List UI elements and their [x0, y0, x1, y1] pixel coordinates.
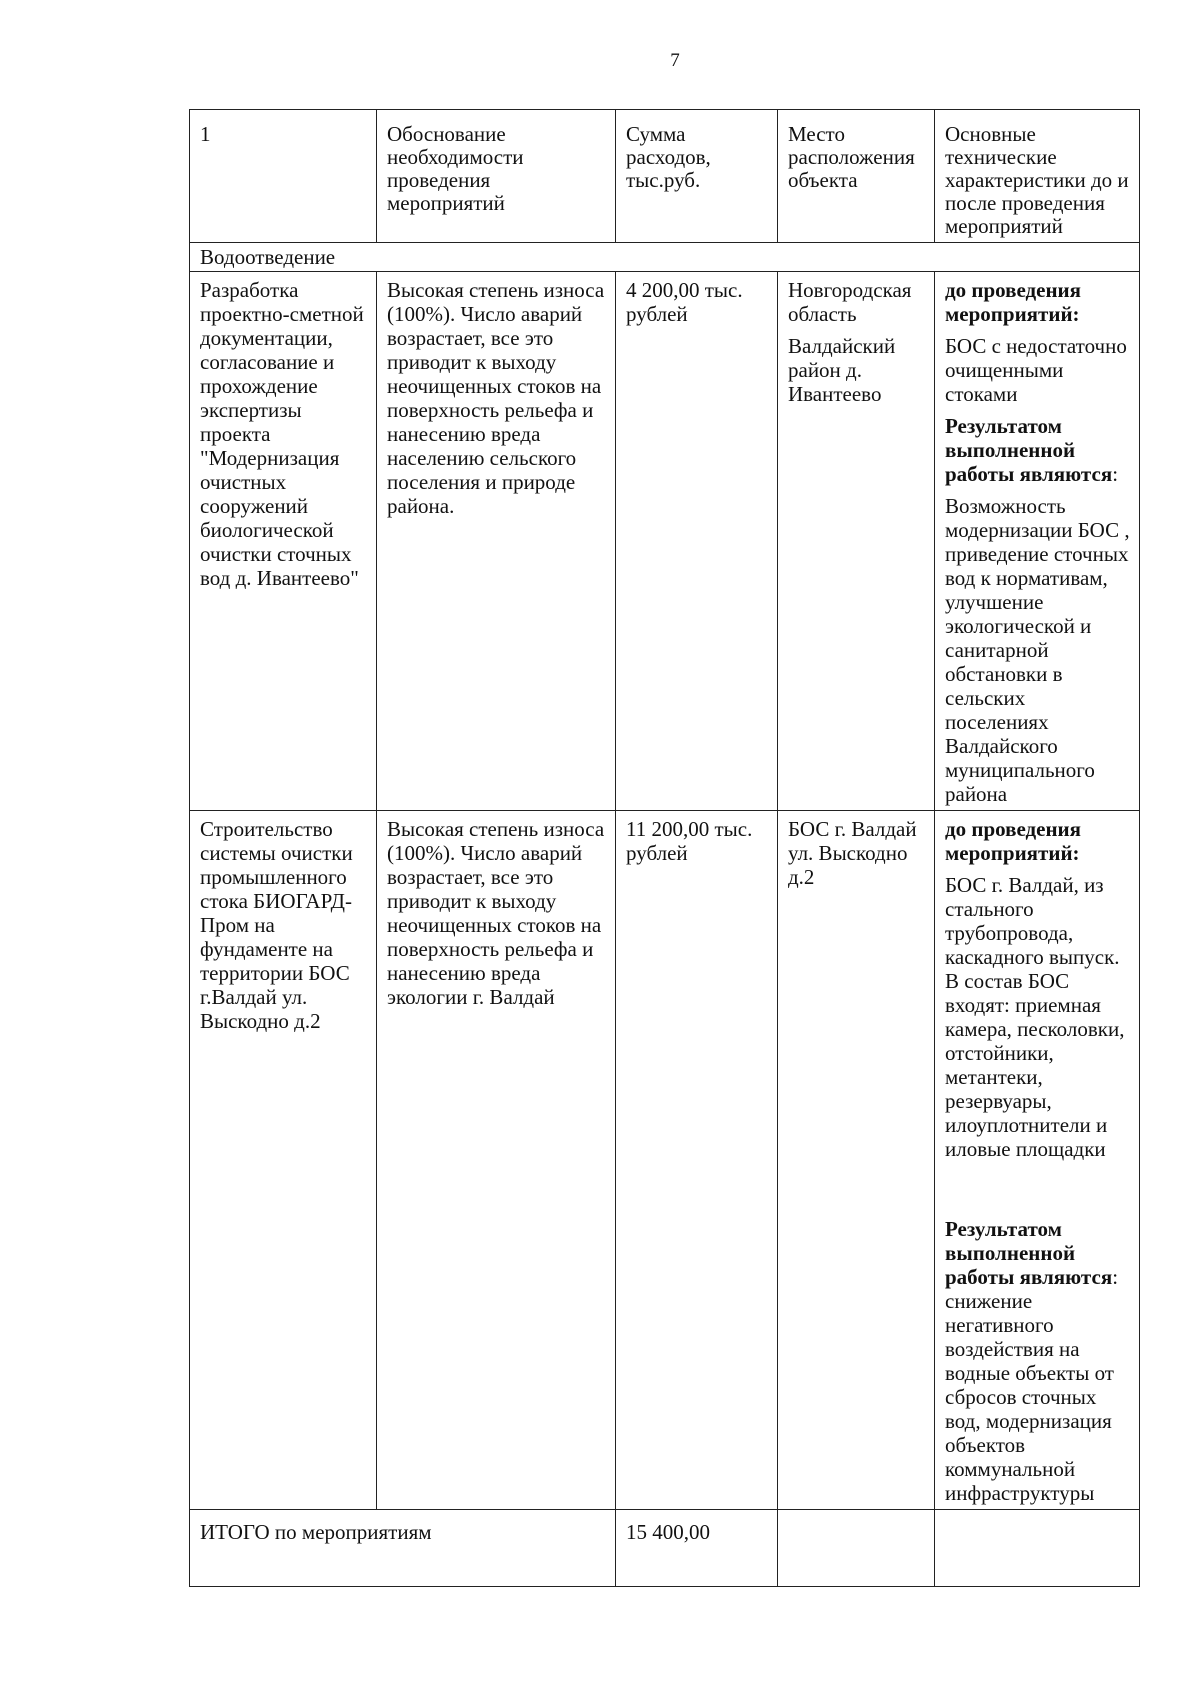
result-text: Возможность модернизации БОС , приведение сточных вод к нормативам, улучшение экологической и санитарной обстановки в сельских поселениях Валдайского муниципального района: [945, 494, 1130, 806]
result-block: [945, 414, 1131, 486]
total-empty-cell: [935, 1510, 1140, 1587]
before-label: до проведения мероприятий:: [945, 278, 1082, 326]
header-col-justification: Обоснование необходимости проведения мероприятий: [377, 110, 616, 243]
measure-name: Строительство системы очистки промышленного стока БИОГАРД-Пром на фундаменте на территории БОС г.Валдай ул. Выскодно д.2: [190, 811, 377, 1510]
result-colon: :: [1112, 462, 1119, 486]
location-region: Новгородская область: [788, 278, 912, 326]
result-label: Результатом выполненной работы являются: [945, 414, 1113, 486]
total-empty-cell: [778, 1510, 935, 1587]
measure-name: Разработка проектно-сметной документации, согласование и прохождение экспертизы проекта "Модернизация очистных сооружений биологической очистки сточных вод д. Ивантеево": [190, 272, 377, 811]
location-district: Валдайский район д. Ивантеево: [788, 334, 896, 406]
measure-location: БОС г. Валдай ул. Выскодно д.2: [778, 811, 935, 1510]
measure-justification: Высокая степень износа (100%). Число аварий возрастает, все это приводит к выходу неочищенных стоков на поверхность рельефа и нанесению вреда экологии г. Валдай: [377, 811, 616, 1510]
measures-table: [189, 109, 1140, 1587]
section-title: Водоотведение: [190, 243, 1140, 272]
header-col-location: Место расположения объекта: [778, 110, 935, 243]
section-row: [190, 243, 1140, 272]
table-row: [190, 811, 1140, 1510]
result-colon: :: [1112, 1265, 1119, 1289]
table-header-row: [190, 110, 1140, 243]
header-col-number: 1: [190, 110, 377, 243]
before-label: до проведения мероприятий:: [945, 817, 1082, 865]
page-number: 7: [670, 50, 680, 71]
measure-location: [778, 272, 935, 811]
total-row: [190, 1510, 1140, 1587]
total-amount: 15 400,00: [616, 1510, 778, 1587]
measure-amount: 4 200,00 тыс. рублей: [616, 272, 778, 811]
header-col-characteristics: Основные технические характеристики до и после проведения мероприятий: [935, 110, 1140, 243]
before-text: БОС г. Валдай, из стального трубопровода, каскадного выпуск. В состав БОС входят: приемная камера, песколовки, отстойники, метантеки, резервуары, илоуплотнители и иловые площадки: [945, 873, 1125, 1161]
before-text: БОС с недостаточно очищенными стоками: [945, 334, 1127, 406]
measure-justification: Высокая степень износа (100%). Число аварий возрастает, все это приводит к выходу неочищенных стоков на поверхность рельефа и нанесению вреда населению сельского поселения и природе района.: [377, 272, 616, 811]
result-block: [945, 1217, 1131, 1505]
result-text: снижение негативного воздействия на водные объекты от сбросов сточных вод, модернизация объектов коммунальной инфраструктуры: [945, 1289, 1114, 1505]
header-col-amount: Сумма расходов, тыс.руб.: [616, 110, 778, 243]
measure-characteristics: [935, 811, 1140, 1510]
table-row: [190, 272, 1140, 811]
measure-characteristics: [935, 272, 1140, 811]
result-label: Результатом выполненной работы являются: [945, 1217, 1113, 1289]
measure-amount: 11 200,00 тыс. рублей: [616, 811, 778, 1510]
total-label: ИТОГО по мероприятиям: [190, 1510, 616, 1587]
